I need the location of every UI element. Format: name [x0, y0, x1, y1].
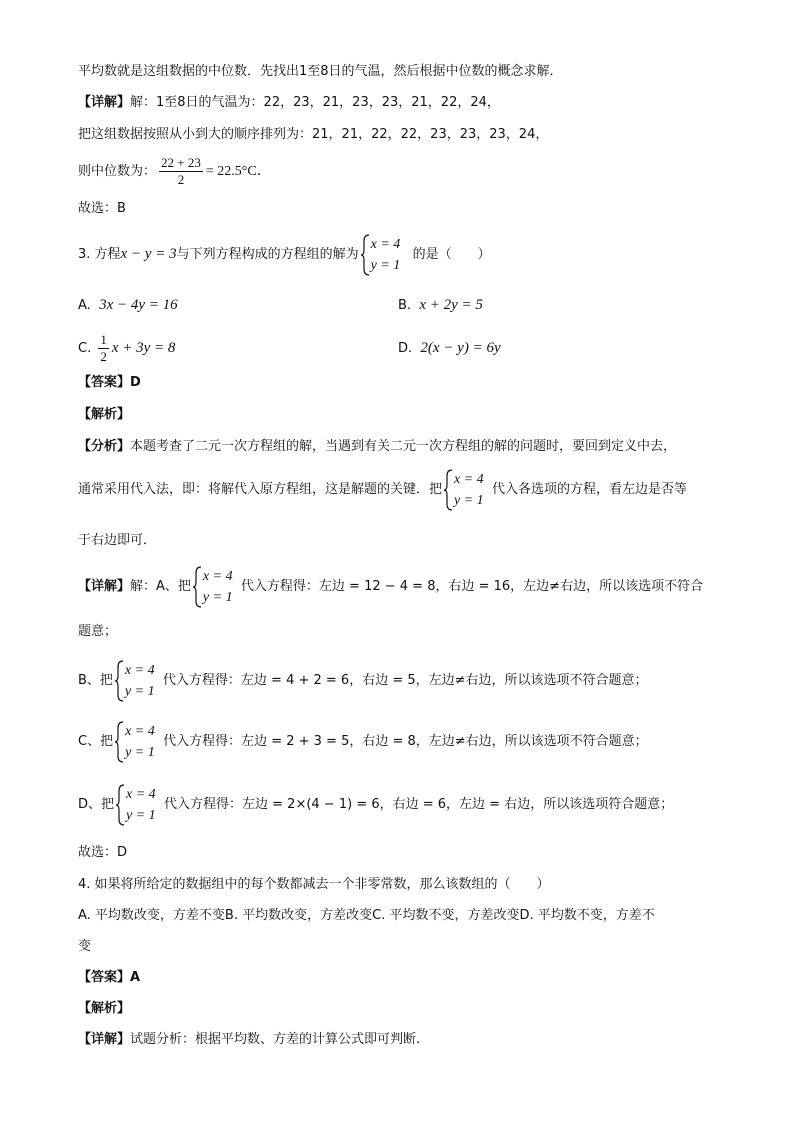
- q4-analysis-heading: 【解析】: [78, 1001, 131, 1016]
- question-4-stem: 4. 如果将所给定的数据组中的每个数都减去一个非零常数，那么该数组的（ ）: [78, 877, 550, 892]
- q3-number: 3. 方程: [78, 247, 121, 262]
- detail-b-system-x: x = 4: [124, 662, 155, 678]
- detail-c-prefix: C、把: [78, 734, 114, 749]
- fenxi-text-2a: 通常采用代入法，即：将解代入原方程组，这是解题的关键．把: [78, 482, 443, 497]
- question-4-options: A. 平均数改变，方差不变B. 平均数改变，方差改变C. 平均数不变，方差改变D. 平均数不变，方差不: [78, 908, 655, 923]
- q3-stem-end: 的是（ ）: [412, 247, 491, 262]
- detail-a-system-y: y = 1: [202, 589, 233, 605]
- detail-b-system: [115, 660, 159, 702]
- detail-d-system: [116, 784, 160, 826]
- q3-detail-c: [78, 720, 648, 764]
- left-brace-icon: [193, 566, 203, 608]
- option-a-label: A.: [78, 298, 91, 313]
- option-c-fraction: [98, 332, 109, 365]
- detail-a-prefix: 解：A、把: [130, 579, 191, 594]
- left-brace-icon: [444, 469, 454, 511]
- median-label: 则中位数为：: [78, 164, 157, 179]
- detail-b-text: 代入方程得：左边 = 4 + 2 = 6，右边 = 5，左边≠右边，所以该选项不符合题意；: [162, 673, 648, 688]
- detail-b-system-y: y = 1: [124, 683, 155, 699]
- detail-d-text: 代入方程得：左边 = 2×(4 − 1) = 6，右边 = 6，左边 = 右边，所以该选项符合题意；: [164, 797, 674, 812]
- left-brace-icon: [361, 234, 371, 276]
- q4-answer: 【答案】A: [78, 970, 141, 985]
- q4-detail-text: 试题分析：根据平均数、方差的计算公式即可判断.: [130, 1032, 421, 1047]
- paragraph-median: [78, 155, 271, 188]
- option-c-fraction-denominator: 2: [100, 349, 107, 364]
- fenxi-text-1: 本题考查了二元一次方程组的解，当遇到有关二元一次方程组的解的问题时，要回到定义中去，: [130, 439, 677, 454]
- option-d-equation: 2(x − y) = 6y: [420, 340, 501, 356]
- detail-a-system: [193, 566, 237, 608]
- option-b-label: B.: [398, 298, 412, 313]
- q3-fenxi-line-2: [78, 468, 687, 512]
- q4-detail: [78, 1030, 420, 1050]
- q3-option-c: [78, 330, 175, 367]
- q3-answer: 【答案】D: [78, 375, 141, 390]
- q3-equation: x − y = 3: [120, 246, 177, 262]
- q3-detail-b: [78, 659, 648, 703]
- detail-tag: 【详解】: [78, 95, 131, 110]
- q3-system-y: y = 1: [370, 257, 401, 273]
- detail-d-system-x: x = 4: [126, 786, 156, 802]
- q3-detail-a-cont: 题意；: [78, 624, 118, 639]
- q3-option-b: [398, 294, 483, 317]
- option-d-label: D.: [398, 341, 413, 356]
- fenxi-system-x: x = 4: [454, 471, 484, 487]
- fenxi-text-2b: 代入各选项的方程，看左边是否等: [492, 482, 688, 497]
- option-c-equation: x + 3y = 8: [111, 340, 176, 356]
- detail-c-system-x: x = 4: [125, 723, 155, 739]
- q3-fenxi-line-3: 于右边即可．: [78, 533, 157, 548]
- left-brace-icon: [115, 721, 125, 763]
- left-brace-icon: [116, 784, 126, 826]
- choice-b: 故选：B: [78, 201, 126, 216]
- q3-option-a: [78, 294, 178, 317]
- detail-tag-q3: 【详解】: [78, 579, 131, 594]
- q3-system: [361, 234, 409, 276]
- q3-analysis-heading: 【解析】: [78, 407, 131, 422]
- detail-c-system: [115, 721, 159, 763]
- detail-a-text: 代入方程得：左边 = 12 − 4 = 8，右边 = 16，左边≠右边，所以该选项不符合: [240, 579, 704, 594]
- q4-detail-tag: 【详解】: [78, 1032, 131, 1047]
- q3-detail-a: [78, 565, 703, 609]
- paragraph-detail-temps: [78, 93, 500, 113]
- q3-detail-d: [78, 783, 673, 827]
- left-brace-icon: [115, 660, 125, 702]
- fenxi-system-y: y = 1: [454, 492, 484, 508]
- option-b-equation: x + 2y = 5: [419, 297, 483, 313]
- fenxi-system: [444, 469, 488, 511]
- question-4-options-cont: 变: [78, 939, 92, 954]
- median-fraction-denominator: 2: [177, 172, 185, 187]
- option-c-fraction-numerator: 1: [100, 332, 107, 347]
- detail-temps-text: 解：1至8日的气温为：22，23，21，23，23，21，22，24，: [130, 95, 500, 110]
- detail-d-system-y: y = 1: [126, 807, 156, 823]
- median-fraction: [159, 155, 203, 188]
- detail-c-system-y: y = 1: [125, 744, 155, 760]
- q3-fenxi-line-1: [78, 437, 676, 457]
- median-value: = 22.5°C．: [205, 164, 271, 179]
- option-c-label: C.: [78, 341, 92, 356]
- paragraph-intro: 平均数就是这组数据的中位数．先找出1至8日的气温，然后根据中位数的概念求解．: [78, 64, 563, 79]
- q3-option-d: [398, 337, 501, 360]
- detail-d-prefix: D、把: [78, 797, 115, 812]
- q3-stem-text: 与下列方程构成的方程组的解为: [176, 247, 359, 262]
- detail-b-prefix: B、把: [78, 673, 113, 688]
- question-3-stem: [78, 232, 491, 277]
- median-fraction-numerator: 22 + 23: [161, 155, 201, 170]
- option-a-equation: 3x − 4y = 16: [99, 297, 178, 313]
- detail-a-system-x: x = 4: [202, 568, 233, 584]
- detail-c-text: 代入方程得：左边 = 2 + 3 = 5，右边 = 8，左边≠右边，所以该选项不符合题意；: [163, 734, 648, 749]
- fenxi-tag: 【分析】: [78, 439, 131, 454]
- choice-d: 故选：D: [78, 845, 128, 860]
- q3-system-x: x = 4: [370, 236, 401, 252]
- paragraph-sorted: 把这组数据按照从小到大的顺序排列为：21，21，22，22，23，23，23，24，: [78, 127, 549, 142]
